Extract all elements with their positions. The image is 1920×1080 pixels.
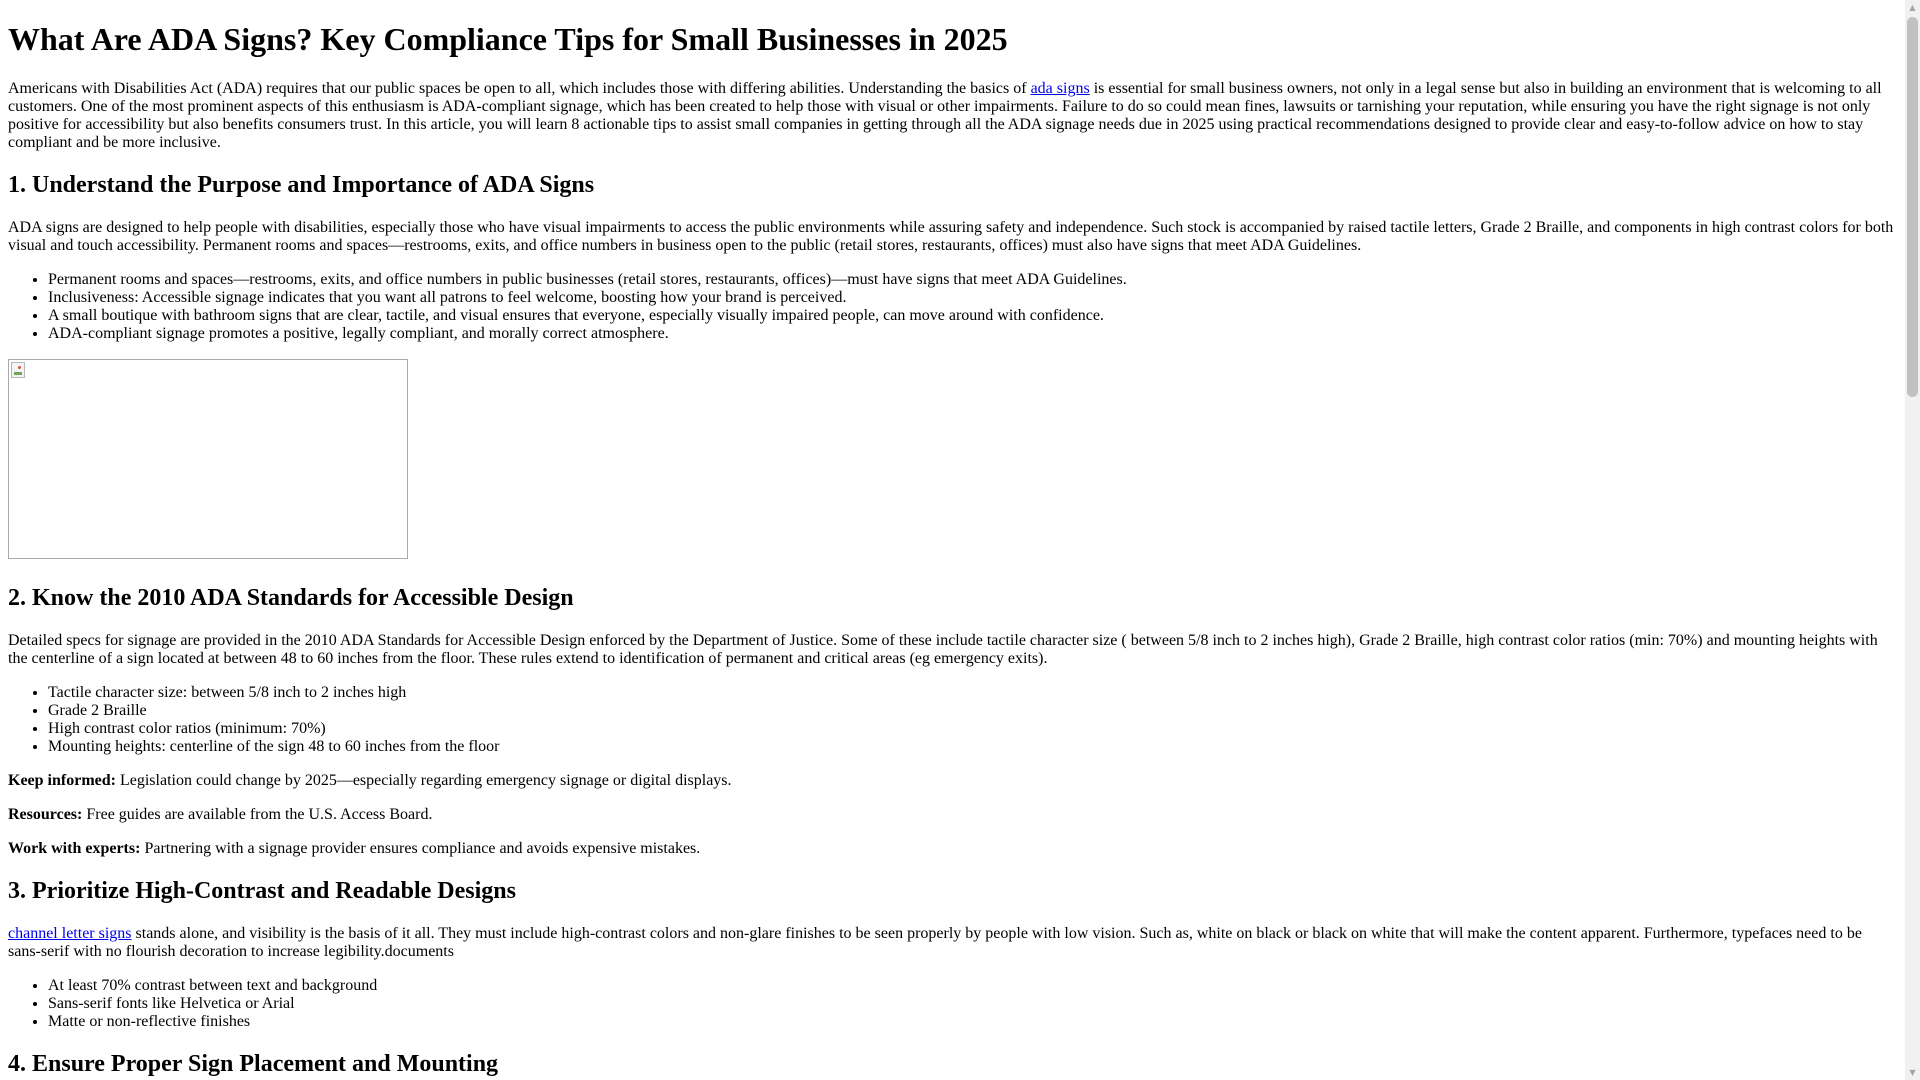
list-item: • At least 70% contrast between text and background	[48, 977, 1897, 995]
list-item: • Mounting heights: centerline of the sign 48 to 60 inches from the floor	[48, 738, 1897, 756]
section-3-list	[8, 977, 1897, 1031]
note-text: Free guides are available from the U.S. Access Board.	[82, 806, 433, 823]
note-keep-informed	[8, 772, 1897, 790]
vertical-scrollbar[interactable]	[1905, 0, 1920, 1080]
channel-letter-signs-link[interactable]: channel letter signs	[8, 925, 132, 942]
list-item: • Permanent rooms and spaces—restrooms, exits, and office numbers in public businesses (retail stores, restaurants, offices)—must have signs that meet ADA Guidelines.	[48, 271, 1897, 289]
broken-image	[8, 359, 408, 559]
section-1-list	[8, 271, 1897, 343]
note-text: Legislation could change by 2025—especially regarding emergency signage or digital displays.	[115, 772, 732, 789]
section-3-paragraph	[8, 925, 1897, 961]
list-item: • Sans-serif fonts like Helvetica or Arial	[48, 995, 1897, 1013]
article-image-wrapper	[8, 359, 1897, 565]
note-work-with-experts	[8, 840, 1897, 858]
page-title: What Are ADA Signs? Key Compliance Tips for Small Businesses in 2025	[8, 21, 1008, 57]
section-1-heading: 1. Understand the Purpose and Importance of ADA Signs	[8, 172, 595, 198]
section-4-heading: 4. Ensure Proper Sign Placement and Mounting	[8, 1051, 499, 1077]
broken-image-icon	[11, 362, 25, 378]
intro-text-before: Americans with Disabilities Act (ADA) requires that our public spaces be open to all, which includes those with differing abilities. Understanding the basics of	[8, 80, 1031, 97]
section-3-heading: 3. Prioritize High-Contrast and Readable Designs	[8, 878, 516, 904]
scroll-up-arrow-icon[interactable]: ▲	[1909, 3, 1916, 12]
list-item: • Tactile character size: between 5/8 inch to 2 inches high	[48, 684, 1897, 702]
scroll-down-arrow-icon[interactable]: ▼	[1909, 1068, 1916, 1077]
note-label: Keep informed:	[8, 772, 116, 789]
note-label: Work with experts:	[8, 840, 141, 857]
scrollbar-thumb[interactable]	[1907, 17, 1918, 397]
list-item: • A small boutique with bathroom signs that are clear, tactile, and visual ensures that everyone, especially visually impaired people, can move around with confidence.	[48, 307, 1897, 325]
note-resources	[8, 806, 1897, 824]
list-item: • High contrast color ratios (minimum: 70%)	[48, 720, 1897, 738]
intro-paragraph	[8, 80, 1897, 152]
list-item: • ADA-compliant signage promotes a positive, legally compliant, and morally correct atmosphere.	[48, 325, 1897, 343]
list-item: • Grade 2 Braille	[48, 702, 1897, 720]
section-2-paragraph: Detailed specs for signage are provided in the 2010 ADA Standards for Accessible Design enforced by the Department of Justice. Some of these include tactile character size ( between 5/8 inch to 2 inches high), Grade 2 Braille, high contrast color ratios (min: 70%) and mounting heights with the centerline of a sign located at between 48 to 60 inches from the floor. These rules extend to identification of permanent and critical areas (eg emergency exits).	[8, 632, 1878, 667]
note-label: Resources:	[8, 806, 83, 823]
section-2-list	[8, 684, 1897, 756]
note-text: Partnering with a signage provider ensures compliance and avoids expensive mistakes.	[140, 840, 701, 857]
list-item: • Inclusiveness: Accessible signage indicates that you want all patrons to feel welcome, boosting how your brand is perceived.	[48, 289, 1897, 307]
article	[0, 21, 1905, 1078]
section-2-heading: 2. Know the 2010 ADA Standards for Accessible Design	[8, 585, 574, 611]
section-3-text: stands alone, and visibility is the basis of it all. They must include high-contrast colors and non-glare finishes to be seen properly by people with low vision. Such as, white on black or black on white that will make the content apparent. Furthermore, typefaces need to be sans-serif with no flourish decoration to increase legibility.documents	[8, 925, 1862, 960]
ada-signs-link[interactable]: ada signs	[1030, 80, 1090, 97]
section-1-paragraph: ADA signs are designed to help people with disabilities, especially those who have visual impairments to access the public environments while assuring safety and independence. Such stock is accompanied by raised tactile letters, Grade 2 Braille, and components in high contrast colors for both visual and touch accessibility. Permanent rooms and spaces—restrooms, exits, and office numbers in business open to the public (retail stores, restaurants, offices) must also have signs that meet ADA Guidelines.	[8, 219, 1894, 254]
list-item: • Matte or non-reflective finishes	[48, 1013, 1897, 1031]
intro-text-after: is essential for small business owners, not only in a legal sense but also in building an environment that is welcoming to all customers. One of the most prominent aspects of this enthusiasm is ADA-compliant signage, which has been created to help those with visual or other impairments. Failure to do so could mean fines, lawsuits or tarnishing your reputation, while ensuring you have the right signage is not only positive for accessibility but also benefits consumers trust. In this article, you will learn 8 actionable tips to assist small companies in getting through all the ADA signage needs due in 2025 using practical recommendations designed to provide clear and easy-to-follow advice on how to stay compliant and be more inclusive.	[8, 80, 1882, 151]
